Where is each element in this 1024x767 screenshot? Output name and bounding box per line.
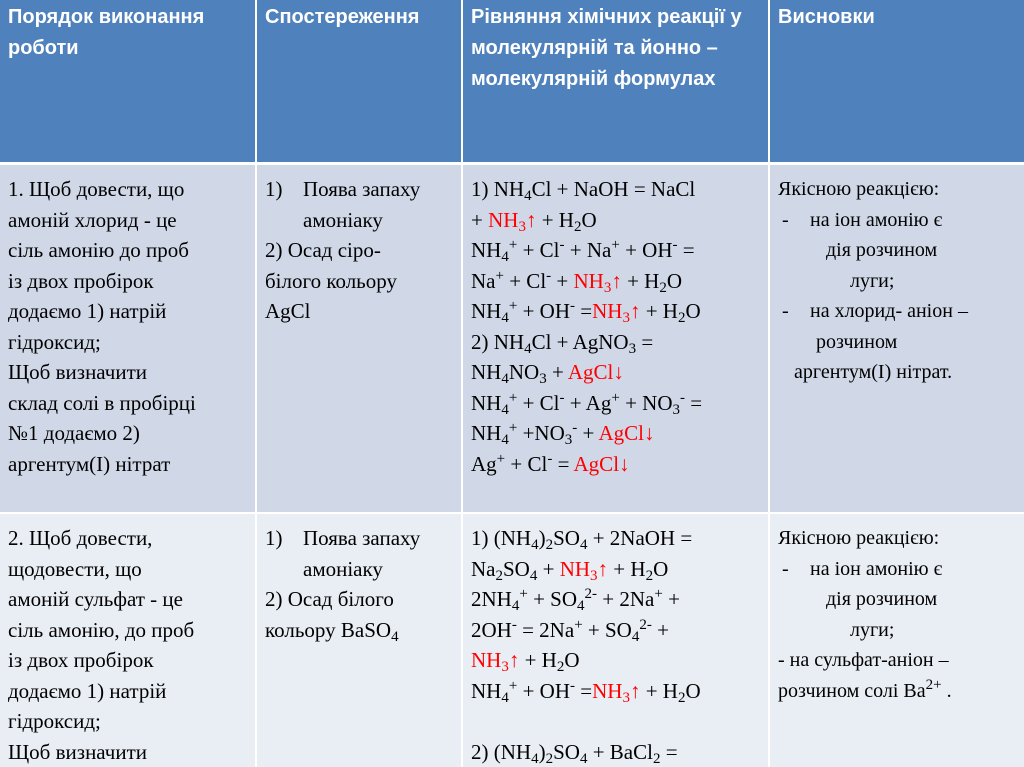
eq-line: $2OH^- = 2Na^+ + SO_4^{2-}$ +: [471, 616, 669, 645]
proc-line: Щоб визначити: [8, 360, 148, 384]
row2-equations: [463, 514, 768, 767]
proc-line: склад солі в пробірці: [8, 390, 196, 415]
eq-line: 1) $NH_4Cl$ + NaOH = NaCl: [471, 177, 696, 204]
proc-line: гідроксид;: [8, 329, 101, 354]
ammonia-gas: $NH_3↑$: [471, 648, 520, 675]
proc-line: аргентум(І) нітрат: [8, 451, 171, 476]
proc-line: 1. Щоб довести, що: [8, 177, 185, 201]
eq-line: Ag+ + Cl- = AgCl↓: [471, 450, 630, 476]
row1-observation: [257, 165, 461, 512]
row2-observation: [257, 514, 461, 767]
eq-line: 1) $(NH_4)_2SO_4$ + 2NaOH =: [471, 526, 693, 553]
obs-num: 1): [265, 177, 283, 201]
obs-line: амоніаку: [303, 207, 383, 232]
eq-line: 2) $NH_4Cl$ + AgNO$_3$ =: [471, 329, 654, 357]
ammonia-gas: $NH_3↑$: [488, 207, 537, 235]
obs-line: Поява запаху: [303, 177, 421, 201]
row1-procedure: [0, 165, 255, 512]
obs-line: 2) Осад сіро-: [265, 238, 381, 262]
obs-line: 2) Осад білого: [265, 587, 394, 611]
eq-line: + $NH_3↑ + H_2O$: [471, 207, 597, 235]
proc-line: щодовести, що: [8, 556, 142, 581]
proc-line: додаємо 1) натрій: [8, 299, 167, 323]
ammonia-gas: $NH_3↑$: [592, 299, 641, 326]
obs-line: AgCl: [265, 299, 311, 323]
proc-line: із двох пробірок: [8, 648, 154, 672]
eq-line: $2NH_4^+ + SO_4^{2-} + 2Na^+$ +: [471, 586, 680, 614]
row2-procedure: [0, 514, 255, 767]
eq-line: $NH_4^+ + OH^-$ $=NH_3↑ + H_2O$: [471, 677, 701, 706]
proc-line: із двох пробірок: [8, 268, 154, 293]
concl-line: - на сульфат-аніон –: [778, 649, 949, 671]
concl-bullet: - на іон амонію є дія розчином луги;: [782, 208, 943, 292]
silver-chloride-precipitate: AgCl↓: [573, 451, 630, 476]
obs-item-1: [265, 174, 453, 235]
row1-equations: [463, 165, 768, 512]
proc-line: 2. Щоб довести,: [8, 526, 153, 550]
eq-line: $NH_4^+ + Cl^- + Na^+ + OH^-$ =: [471, 237, 695, 265]
header-observation: Спостереження: [257, 0, 461, 162]
proc-line: сіль амонію, до проб: [8, 617, 195, 642]
concl-title: Якісною реакцією:: [778, 178, 940, 200]
header-procedure: Порядок виконання роботи: [0, 0, 255, 162]
concl-title: Якісною реакцією:: [778, 527, 940, 549]
eq-line: $NH_3↑ + H_2O$: [471, 648, 580, 675]
obs-item-1: 1) Поява запаху амоніаку: [265, 526, 421, 581]
header-conclusions: Висновки: [770, 0, 1024, 162]
header-equations: Рівняння хімічних реакції у молекулярній та йонно – молекулярній формулах: [463, 0, 768, 162]
proc-line: №1 додаємо 2): [8, 421, 140, 445]
eq-line: $NH_4NO_3$ + AgCl↓: [471, 360, 624, 387]
eq-line: $NH_4^+ +NO_3^-$ + AgCl↓: [471, 420, 655, 448]
silver-chloride-precipitate: AgCl↓: [598, 421, 655, 445]
proc-line: додаємо 1) натрій: [8, 678, 167, 703]
proc-line: амоній хлорид - це: [8, 207, 177, 232]
concl-bullet: - на іон амонію є дія розчином луги;: [782, 557, 943, 641]
eq-line: $NH_4^+ + OH^-$ $=NH_3↑ + H_2O$: [471, 298, 701, 326]
obs-line: кольору BaSO$_4$: [265, 617, 399, 645]
eq-line: $Na^+ + Cl^- + NH_3↑ + H_2O$: [471, 267, 683, 296]
eq-line: 2) $(NH_4)_2SO_4$ + BaCl$_2$ =: [471, 739, 678, 767]
concl-bullet: - на хлорид- аніон – розчином аргентум(І) нітрат.: [782, 300, 968, 383]
row1-conclusion: [770, 165, 1024, 512]
proc-line: гідроксид;: [8, 709, 101, 733]
eq-line: $Na_2SO_4$ + $NH_3↑ + H_2O$: [471, 556, 669, 584]
ammonia-gas: $NH_3↑$: [592, 678, 641, 706]
ammonia-gas: $NH_3↑$: [559, 556, 609, 584]
proc-line: сіль амонію до проб: [8, 238, 189, 262]
concl-line: розчином солі $Ba^{2+}$ .: [778, 676, 952, 702]
eq-line: $NH_4^+ + Cl^- + Ag^+ + NO_3^-$ =: [471, 389, 703, 418]
ammonia-gas: $NH_3↑$: [573, 268, 622, 296]
obs-line: білого кольору: [265, 268, 397, 293]
proc-line: амоній сульфат - це: [8, 587, 183, 611]
row2-conclusion: [770, 514, 1024, 767]
eq-line-blank: [471, 706, 760, 737]
silver-chloride-precipitate: AgCl↓: [567, 360, 624, 384]
proc-line: Щоб визначити: [8, 739, 148, 764]
